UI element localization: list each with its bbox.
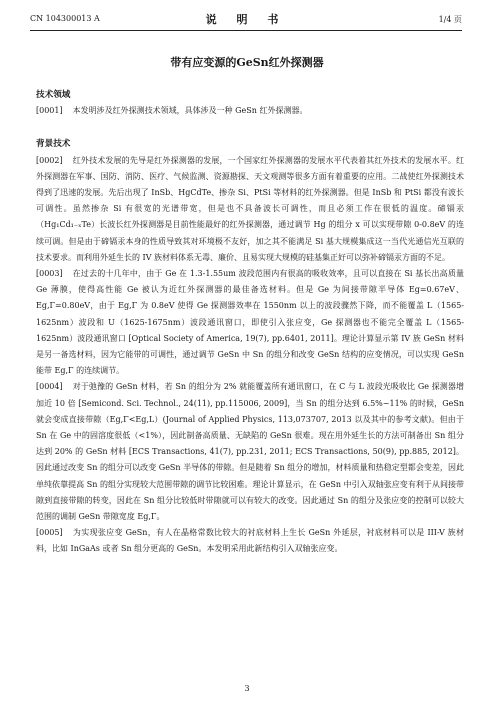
paragraph-text: 对于弛豫的 GeSn 材料，若 Sn 的组分为 2% 就能覆盖所有通讯窗口，在 C 与 L 波段光吸收比 Ge 探测器增加近 10 倍 [Semicond. Sci. Technol., 24(11), pp.115006, 2009]，当 Sn 的组分达到 6.5%~11% 的时候，GeSn 就会变成直接带隙（Eg,Γ<Eg,L）(Journal of Applied Physics, 113,073707, 2013 以及其中的参考文献)。但由于 Sn 在 Ge 中的固溶度很低（<1%），因此制备高质量、无缺陷的 GeSn 很难。现在用外延生长的方法可制备出 Sn 组分达到 20% 的 GeSn 材料 [ECS Transactions, 41(7), pp.231, 2011; ECS Transactions, 50(9), pp.885, 2012]。因此通过改变 Sn 的组分可以改变 GeSn 半导体的带隙。但是随着 Sn 组分的增加，材料质量和热稳定型都会变差，因此单纯依靠提高 Sn 的组分实现较大范围带隙的调节比较困难。理论计算显示，在 GeSn 中引入双轴张应变有利于从间接带隙到直接带隙的转变，因此在 Sn 组分比较低时带隙就可以有较大的改变。因此通过 Sn 的组分及张应变的控制可以较大范围的调制 GeSn 带隙宽度 Eg,Γ。 bbox=[36, 382, 464, 522]
paragraph-number: [0001] bbox=[36, 106, 63, 116]
section-heading: 背景技术 bbox=[36, 139, 71, 150]
paragraph-text: 本发明涉及红外探测技术领域，具体涉及一种 GeSn 红外探测器。 bbox=[72, 106, 308, 116]
paragraph-text: 红外技术发展的先导是红外探测器的发展，一个国家红外探测器的发展水平代表着其红外技术的发展水平。红外探测器在军事、国防、消防、医疗、气候监测、资源勘探、天文观测等很多方面有着重要的应用。二战使红外探测技术得到了迅速的发展。先后出现了 InSb、HgCdTe、掺杂 Si、PtSi 等材料的红外探测器。但是 InSb 和 PtSi 都没有波长可调性。虽然掺杂 Si 有很宽的光谱带宽，但是也不具备波长可调性，而且必须工作在很低的温度。碲镉汞（Hg₁Cd₁₋ₓTe）长波长红外探测器是目前性能最好的红外探测器，通过调节 Hg 的组分 x 可以实现带隙 0-0.8eV 的连续可调。但是由于碲镉汞本身的性质导致其对环境极不友好，加之其不能满足 Si 基大规模集成这一当代光通信光互联的技术要求。而利用外延生长的 IV 族材料体系无毒、廉价、且易实现大规模的硅基集正好可以弥补碲镉汞方面的不足。 bbox=[36, 155, 464, 262]
paragraph bbox=[36, 266, 464, 379]
paragraph bbox=[36, 379, 464, 525]
paragraph-number: [0002] bbox=[36, 155, 63, 165]
paragraph bbox=[36, 103, 464, 119]
page-header bbox=[30, 10, 462, 30]
paragraph-text: 在过去的十几年中，由于 Ge 在 1.3-1.55um 波段范围内有很高的吸收效率，且可以直接在 Si 基长出高质量 Ge 薄膜，使得高性能 Ge 被认为近红外探测器的最佳备选材料。但是 Ge 为间接带隙半导体 Eg=0.67eV、Eg,Γ=0.80eV，由于 Eg,Γ 为 0.8eV 使得 Ge 探测器效率在 1550nm 以上的波段骤然下降，而不能覆盖 L（1565-1625nm）波段和 U（1625-1675nm）波段通讯窗口，即使引入张应变，Ge 探测器也不能完全覆盖 L（1565-1625nm）波段通讯窗口 [Optical Society of America, 19(7), pp.6401, 2011]。理论计算显示第 IV 族 GeSn 材料是另一备选材料，因为它能带的可调性，通过调节 GeSn 中 Sn 的组分和改变 GeSn 结构的应变情况，可以实现 GeSn 能带 Eg,Γ 的连续调节。 bbox=[36, 269, 464, 376]
document-section-title: 说 明 书 bbox=[205, 13, 287, 26]
paragraph-number: [0004] bbox=[36, 382, 63, 392]
paragraph bbox=[36, 525, 464, 557]
patent-number: CN 104300013 A bbox=[30, 14, 100, 23]
paragraph-text: 为实现张应变 GeSn，有人在晶格常数比较大的衬底材料上生长 GeSn 外延层，衬底材料可以是 III-V 族材料，比如 InGaAs 或者 Sn 组分更高的 GeSn。本发明采用此新结构引入双轴张应变。 bbox=[36, 528, 464, 554]
document-body bbox=[36, 86, 464, 558]
header-rule bbox=[30, 30, 462, 31]
section-heading: 技术领域 bbox=[36, 90, 71, 100]
paragraph-number: [0003] bbox=[36, 269, 63, 279]
page-indicator: 1/4 页 bbox=[438, 15, 462, 24]
document-title: 带有应变源的GeSn红外探测器 bbox=[170, 56, 324, 69]
paragraph bbox=[36, 153, 464, 266]
paragraph-number: [0005] bbox=[36, 528, 63, 538]
page-number: 3 bbox=[244, 684, 250, 693]
